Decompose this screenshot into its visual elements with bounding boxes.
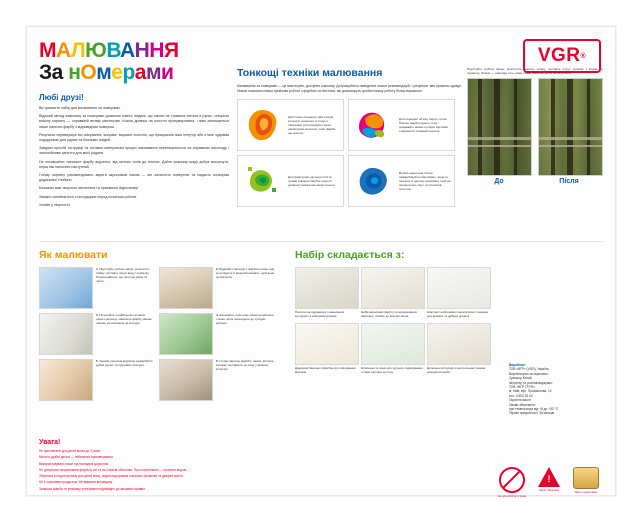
vgr-brand-text: VGR — [537, 45, 581, 66]
manufacturer-line: при температурі від +5 до +30 °C — [509, 407, 559, 412]
paint-swatch-texture-icon — [241, 159, 285, 203]
technique-card-text: Для фактурних ділянок (листя, трава) використовуйте короткі уривчасті мазки кінчиком пензля. — [288, 175, 336, 188]
step-description: Відкрийте баночки з фарбою лише тоді, коли будете її використовувати, щоб вона не висохла. — [216, 267, 275, 279]
set-contains-title: Набір складається з: — [295, 249, 405, 261]
product-logo — [39, 41, 219, 91]
canvas-icon — [295, 267, 359, 309]
warning-line: Залишки фарби та упаковку утилізувати відповідно до місцевих правил. — [39, 486, 146, 491]
step-text — [216, 267, 275, 309]
quality-badge-icon — [573, 467, 599, 489]
warning-line: Зберігати в недоступному для дітей місці, подалі від прямих сонячних променів та джерел вогню. — [39, 474, 184, 479]
hooks-icon — [361, 323, 425, 365]
how-to-step — [39, 359, 155, 401]
how-to-step — [159, 267, 275, 309]
manufacturer-line: Термін придатності: 36 місяців — [509, 411, 555, 416]
warning-line: Не призначено для дітей віком до 3 років. — [39, 449, 101, 453]
letter-paragraph: Уважно ознайомтеся з інструкцією перед початком роботи. — [39, 194, 138, 199]
instruction-icon — [427, 323, 491, 365]
step-number: 4. — [216, 313, 219, 317]
set-item — [361, 267, 423, 319]
set-item-text: Набір акрилових фарб у пронумерованих баночках, готових до використання. — [361, 310, 417, 318]
before-after-images — [467, 78, 603, 176]
set-item-text: Полотно на підрамнику з нанесеним контуром та номерами ділянок. — [295, 310, 344, 318]
instruction-sheet — [26, 26, 616, 496]
warning-title: Увага! — [39, 439, 61, 446]
set-item-text: Кріплення та гачки для зручного підвішування готової картини на стіну. — [361, 365, 423, 374]
paint-pots-icon — [295, 323, 359, 365]
step-text — [96, 267, 155, 309]
letter-paragraph: Відомий метод живопису за номерами дозволяє навіть людині, що ніколи не тримала пензля в руках, створити власну картину — справжній витвір мистецтва. Кожна ділянка на полотні пронумерована, і вам залишається лише нанести фарбу з відповідним номером. — [39, 114, 229, 129]
step-number: 2. — [216, 267, 219, 271]
how-to-step — [159, 313, 275, 355]
technique-card — [237, 155, 344, 207]
step-number: 5. — [96, 359, 99, 363]
logo-line-1: МАЛЮВАННЯ — [39, 39, 179, 62]
caption-after: Після — [559, 178, 579, 186]
technique-card — [348, 155, 455, 207]
letter-paragraph: Завдяки простій інструкції та готовим матеріалам процес малювання перетворюється на справжню насолоду і заспокійливе заняття для всієї родини. — [39, 146, 229, 156]
safety-icon-group — [571, 467, 601, 498]
warning-line: Не є харчовим продуктом. Не вживати всередину. — [39, 480, 113, 485]
warning-triangle-icon — [538, 467, 560, 487]
step-image — [159, 267, 213, 309]
set-contains-grid — [295, 267, 495, 375]
manufacturer-line: Гарантія якості — [509, 398, 532, 403]
letter-paragraph: Успіхів у творчості! — [39, 202, 71, 207]
safety-icon-label: Якість гарантовано — [574, 491, 598, 494]
registered-mark: ® — [580, 52, 587, 60]
step-image — [159, 359, 213, 401]
before-after-note: Підготуйте робоче місце, розстеліть захисну плівку, поставте поруч склянку з водою та серветку. Нижче — приклад того, яким стане полотно до та після роботи. — [467, 67, 603, 76]
letter-paragraph: Готову картину рекомендовано вкрити акриловим лаком — він захистить поверхню та надасть кольорам додаткової глибини. — [39, 173, 229, 183]
manufacturer-info — [509, 363, 601, 416]
technique-card — [237, 99, 344, 151]
warning-line: Використовувати лише під наглядом дорослих. — [39, 461, 110, 466]
letter-paragraph: Бажаємо вам творчого натхнення та приємного відпочинку! — [39, 186, 139, 191]
step-description: Підготуйте робоче місце, розстеліть плівку, поставте поруч воду і серветку. Переконайтесь, що полотно рівне та чисте. — [96, 267, 150, 283]
technique-title: Тонкощі техніки малювання — [237, 67, 383, 79]
brushes-icon — [427, 267, 491, 309]
safety-icons — [497, 467, 605, 498]
logo-line-2: За нОмерами — [39, 61, 174, 84]
step-number: 3. — [96, 313, 99, 317]
how-to-step — [39, 267, 155, 309]
technique-card-text: Для передачі об'єму беріть трохи більше фарби одного тону і додавайте мазки сусідніх відтінків, створюючи плавний перехід. — [399, 117, 449, 134]
technique-card-text: Великі однотонні площі зафарбовуйте рівномірно, ведучи пензель в одному напрямку, щоб не залишалось смуг та просвітів полотна. — [399, 170, 451, 192]
technique-card-grid — [237, 99, 462, 207]
step-number: 6. — [216, 359, 219, 363]
set-item — [427, 323, 489, 375]
set-item-text: Комплект нейлонових пензлів різної товщини для великих та дрібних ділянок. — [427, 310, 489, 318]
set-item — [295, 323, 357, 375]
step-description: Починайте з найбільших ділянок одного кольору. Наносьте фарбу рівним шаром, не виходячи за контури. — [96, 313, 152, 325]
technique-card — [348, 99, 455, 151]
set-item — [427, 267, 489, 319]
warning-section — [39, 439, 329, 493]
warning-line: Містить дрібні деталі — небезпека проковтування. — [39, 455, 114, 460]
how-to-step — [39, 313, 155, 355]
manufacturer-line: Умови зберігання: — [509, 402, 536, 407]
page-margin-right — [614, 0, 640, 519]
safety-icon-label: Не для дітей до 3 років — [498, 495, 526, 498]
how-to-step — [159, 359, 275, 401]
paint-swatch-multitone-icon — [352, 103, 396, 147]
step-text — [96, 359, 155, 401]
letter-title: Любі друзі! — [39, 93, 84, 102]
set-item-text: Додаткові баночки з фарбою для змішування відтінків. — [295, 365, 356, 374]
warning-line: Не допускати потрапляння фарби в очі та на слизові оболонки. При потраплянні — промити водою. — [39, 467, 188, 472]
safety-icon-group — [497, 467, 527, 498]
how-to-section — [39, 249, 279, 405]
technique-section — [237, 67, 462, 207]
step-description: Зачекайте, поки шар повністю висохне, і лише потім переходьте до сусідніх ділянок. — [216, 313, 275, 325]
safety-icon-label: Увага! Обережно — [538, 489, 560, 492]
before-after-captions — [467, 176, 603, 185]
before-after-section — [467, 67, 603, 185]
how-to-title: Як малювати — [39, 249, 108, 261]
photo-before — [467, 78, 532, 176]
technique-card-text: Щоб м'яко поєднати два сусідні кольори, наносьте їх поруч і обережно розтушовуйте межу напівсухим пензлем, поки фарба ще волога. — [288, 114, 336, 136]
step-description: Готову картину вкрийте лаком, вставте в рамку та повісьте на стіну у вашому інтер'єрі. — [216, 359, 274, 371]
paints-icon — [361, 267, 425, 309]
step-image — [39, 359, 93, 401]
step-image — [39, 313, 93, 355]
step-text — [216, 313, 275, 355]
step-image — [159, 313, 213, 355]
how-to-row — [39, 313, 279, 355]
set-item-text: Детальна інструкція з контрольною схемою номерів кольорів. — [427, 365, 486, 374]
step-text — [216, 359, 275, 401]
letter-paragraph: Ви тримаєте набір для малювання за номерами. — [39, 106, 121, 110]
step-text — [96, 313, 155, 355]
letter-paragraph: Результат перевершує всі очікування: яскраве, виразне полотно, що прикрасить ваш інтер'єр або стане чудовим подарунком для рідних та близьких людей. — [39, 132, 229, 143]
letter-paragraph: Не поспішайте: наносьте фарбу акуратно, від світлих тонів до темних. Дайте кожному шару добре висохнути, перш ніж наносити наступний. — [39, 159, 229, 169]
step-image — [39, 267, 93, 309]
letter-block — [39, 93, 229, 211]
how-to-row — [39, 267, 279, 309]
set-contains-section — [295, 249, 495, 375]
set-item — [361, 323, 423, 375]
manufacturer-line: Виробництво за ліцензією: — [509, 371, 549, 376]
technique-intro: Малювання за номерами — це мистецтво, доступне кожному. Дотримуйтесь наведених нижче рекомендацій, і результат вас приємно здивує. Нижче показано кілька прийомів роботи з фарбою та пензлем, які допоможуть зробити вашу роботу більш виразною. — [237, 84, 462, 93]
manufacturer-line: ТОВ «ВГР» (VGR), Україна — [509, 367, 549, 372]
paint-swatch-gradient-icon — [241, 103, 285, 147]
paint-swatch-smooth-icon — [352, 159, 396, 203]
photo-after — [538, 78, 603, 176]
page-margin-left — [0, 0, 26, 519]
how-to-row — [39, 359, 279, 401]
step-description: Тонким пензлем акуратно зафарбуйте дрібні деталі та підправте контури. — [96, 359, 153, 367]
safety-icon-group — [534, 467, 564, 498]
manufacturer-line: тел. 0 800 33 00 — [509, 393, 533, 398]
caption-before: До — [494, 178, 504, 186]
step-number: 1. — [96, 267, 99, 271]
manufacturer-heading: Виробник: — [509, 363, 526, 367]
set-item — [295, 267, 357, 319]
manufacturer-line: ТОВ «ВГР ГРУП» — [509, 385, 535, 390]
no-children-under-3-icon — [499, 467, 525, 493]
manufacturer-line: Хуачжоу, Китай — [509, 376, 532, 381]
manufacturer-line: Імпортер та розповсюджувач: — [509, 380, 553, 385]
manufacturer-line: м. Київ, вул. Промислова, 14 — [509, 389, 552, 394]
section-divider — [39, 241, 603, 242]
